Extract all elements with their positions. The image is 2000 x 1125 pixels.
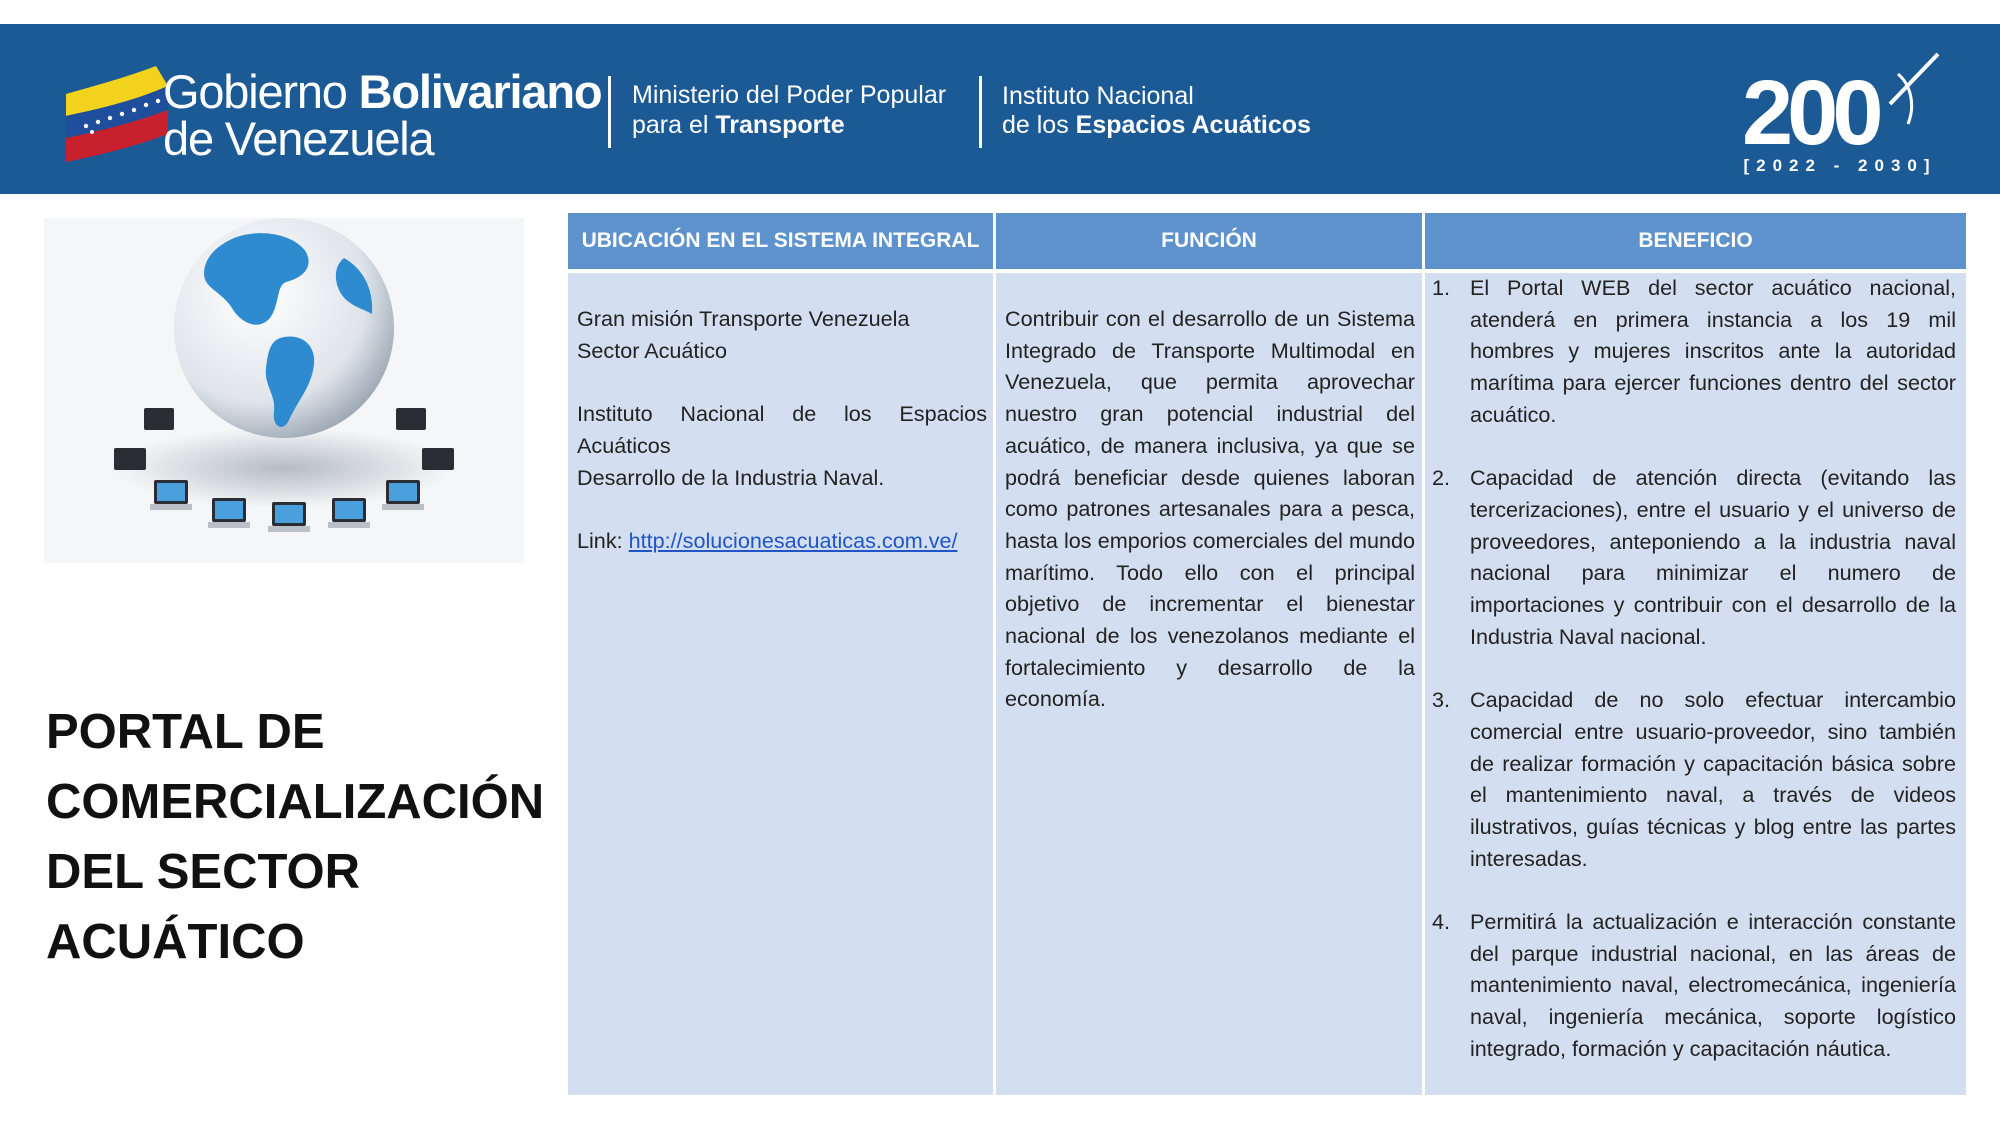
funcion-text: Contribuir con el desarrollo de un Sistema Integrado de Transporte Multimodal en Venezuela, que permita aprovechar nuestro gran potencial industrial del acuático, de manera inclusiva, ya que se podrá beneficiar desde quienes laboran como patrones artesanales para a pesca, hasta los emporios comerciales del mundo marítimo. Todo ello con el principal objetivo de incrementar el bienestar nacional de los venezolanos mediante el fortalecimiento y desarrollo de la economía. bbox=[1005, 306, 1415, 712]
list-text: El Portal WEB del sector acuático nacional, atenderá en primera instancia a los 19 mil hombres y mujeres inscritos ante la autoridad marítima para ejercer funciones dentro del sector acuático. bbox=[1470, 275, 1956, 427]
bicentennial-number: 200 bbox=[1742, 62, 1878, 164]
institute-wordmark bbox=[1002, 82, 1311, 140]
table-header: FUNCIÓN bbox=[996, 213, 1422, 269]
list-item bbox=[1425, 906, 1956, 1065]
link-row bbox=[577, 525, 987, 557]
funcion-cell bbox=[1005, 303, 1415, 715]
table-header: BENEFICIO bbox=[1425, 213, 1966, 269]
column-beneficio bbox=[1425, 213, 1966, 1095]
ubicacion-cell bbox=[577, 303, 987, 557]
venezuela-flag-logo bbox=[64, 60, 174, 164]
column-funcion bbox=[996, 213, 1422, 1095]
ministry-wordmark bbox=[632, 80, 946, 140]
ministry-line1: Ministerio del Poder Popular bbox=[632, 81, 947, 109]
list-number: 4. bbox=[1432, 909, 1451, 935]
government-wordmark bbox=[163, 65, 602, 165]
table-header: UBICACIÓN EN EL SISTEMA INTEGRAL bbox=[568, 213, 993, 269]
link-label: Link: bbox=[577, 527, 623, 553]
ministry-line2-regular: para el bbox=[632, 111, 709, 139]
list-number: 2. bbox=[1432, 465, 1451, 491]
institute-line2-bold: Espacios Acuáticos bbox=[1075, 111, 1311, 139]
bicentennial-years: [2022 - 2030] bbox=[1743, 156, 1937, 175]
list-item bbox=[1425, 462, 1956, 652]
ubicacion-line: Sector Acuático bbox=[577, 337, 728, 363]
ministry-line2-bold: Transporte bbox=[715, 111, 845, 139]
globe-network-image bbox=[44, 218, 524, 563]
institute-line2-regular: de los bbox=[1002, 111, 1069, 139]
list-number: 3. bbox=[1432, 687, 1451, 713]
list-item bbox=[1425, 684, 1956, 874]
header-divider bbox=[979, 76, 982, 148]
ubicacion-line: Instituto Nacional de los Espacios Acuáticos bbox=[577, 401, 987, 458]
info-table bbox=[568, 213, 1966, 1095]
gov-word-regular: Gobierno bbox=[163, 65, 347, 118]
header-divider-line bbox=[568, 269, 1966, 273]
portal-link[interactable]: http://solucionesacuaticas.com.ve/ bbox=[628, 527, 958, 553]
gov-word-line2: de Venezuela bbox=[163, 112, 434, 165]
header-divider bbox=[608, 76, 611, 148]
list-text: Capacidad de no solo efectuar intercambio comercial entre usuario-proveedor, sino también de realizar formación y capacitación básica sobre el mantenimiento naval, a través de videos ilustrativos, guías técnicas y blog entre las partes interesadas. bbox=[1470, 687, 1956, 871]
globe-icon bbox=[44, 218, 524, 563]
ubicacion-line: Gran misión Transporte Venezuela bbox=[577, 306, 910, 331]
list-text: Permitirá la actualización e interacción constante del parque industrial nacional, en las áreas de mantenimiento naval, electromecánica, ingeniería naval, ingeniería mecánica, soporte logístico integrado, formación y capacitación náutica. bbox=[1470, 909, 1956, 1061]
bicentennial-logo bbox=[1740, 44, 1940, 204]
list-text: Capacidad de atención directa (evitando las tercerizaciones), entre el usuario y el universo de proveedores, anteponiendo a la industria naval nacional para minimizar el numero de importaciones y contribuir con el desarrollo de la Industria Naval nacional. bbox=[1470, 465, 1956, 649]
header-banner bbox=[0, 24, 2000, 194]
page-title: PORTAL DE COMERCIALIZACIÓN DEL SECTOR ACUÁTICO bbox=[46, 705, 545, 969]
institute-line1: Instituto Nacional bbox=[1002, 82, 1194, 110]
list-item bbox=[1425, 272, 1956, 431]
column-ubicacion bbox=[568, 213, 993, 1095]
ubicacion-line: Desarrollo de la Industria Naval. bbox=[577, 464, 885, 490]
list-number: 1. bbox=[1432, 275, 1451, 300]
gov-word-bold: Bolivariano bbox=[358, 65, 602, 118]
beneficio-list bbox=[1425, 272, 1956, 1096]
